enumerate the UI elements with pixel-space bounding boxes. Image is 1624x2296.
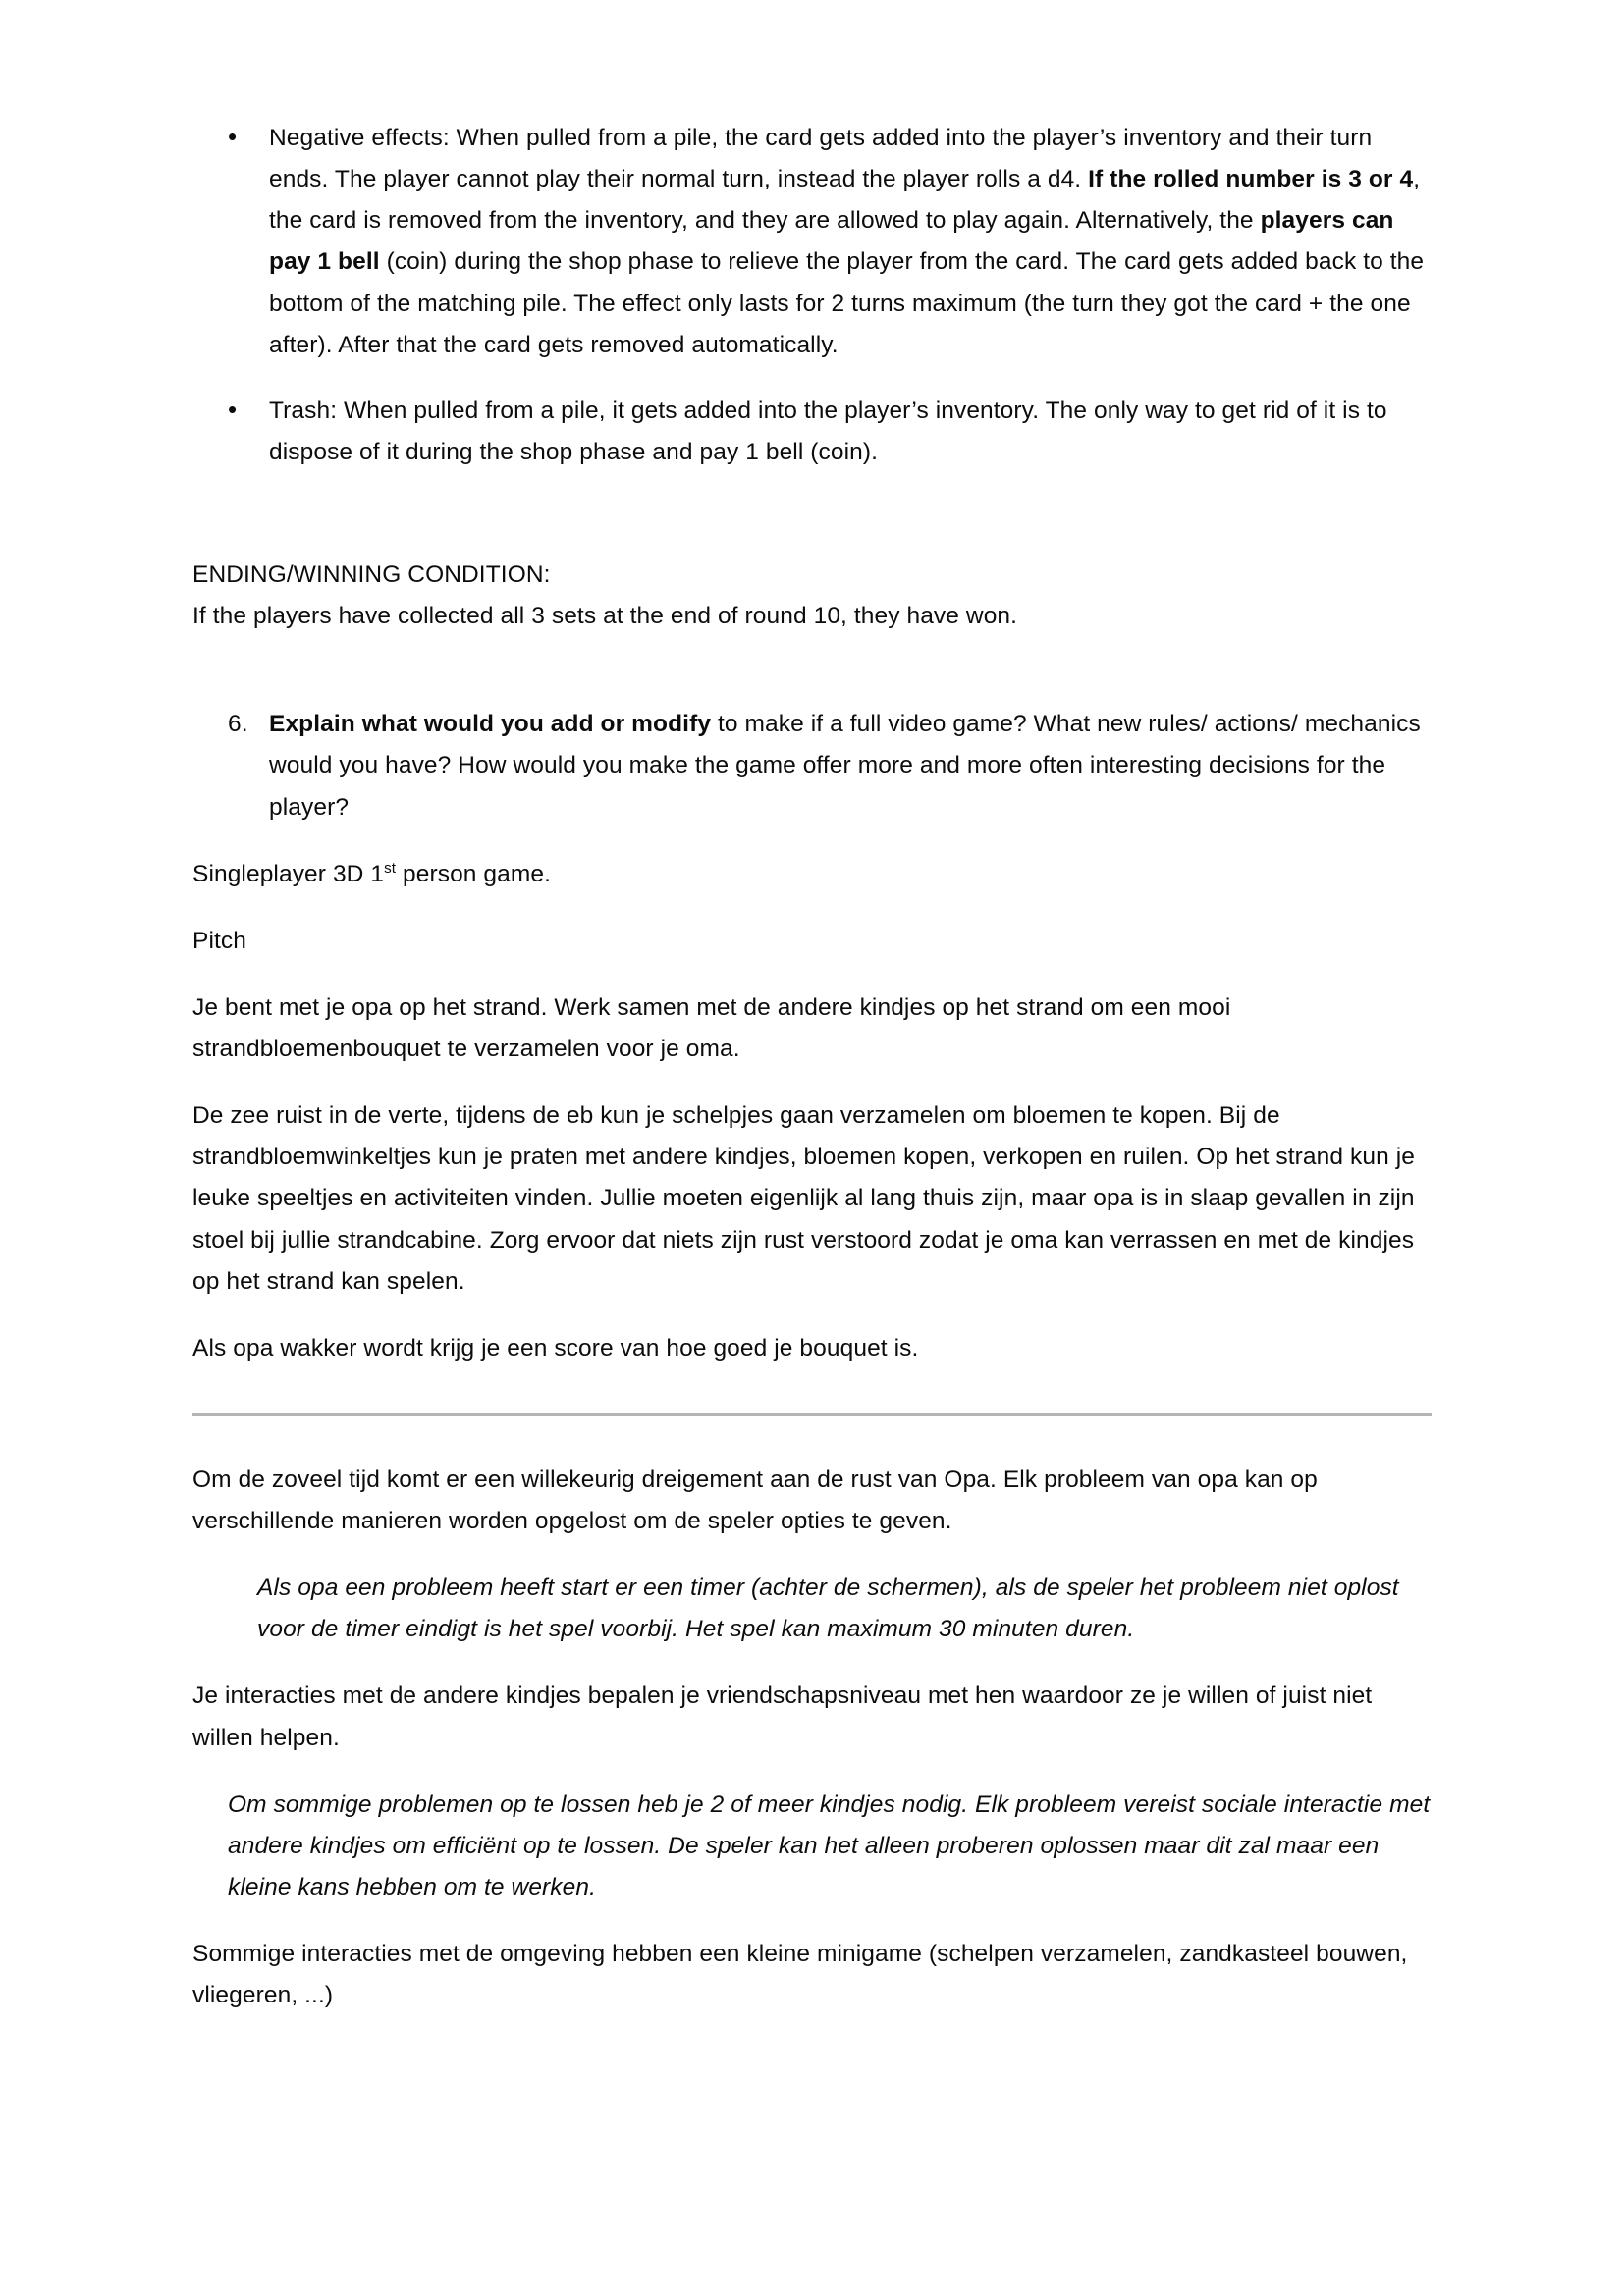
pitch-paragraph-2: De zee ruist in de verte, tijdens de eb kun je schelpjes gaan verzamelen om bloemen te kopen. Bij de strandbloemwinkeltjes kun je praten met andere kindjes, bloemen kopen, verkopen en ruilen. Op het strand kun je leuke speeltjes en activiteiten vinden. Jullie moeten eigenlijk al lang thuis zijn, maar opa is in slaap gevallen in zijn stoel bij jullie strandcabine. Zorg ervoor dat niets zijn rust verstoord zodat je oma kan verrassen en met de kindjes op het strand kan spelen. bbox=[192, 1102, 1415, 1295]
cooperation-note: Om sommige problemen op te lossen heb je 2 of meer kindjes nodig. Elk probleem vereist sociale interactie met andere kindjes om efficiënt op te lossen. De speler kan het alleen proberen oplossen maar dit zal maar een kleine kans hebben om te werken. bbox=[228, 1790, 1431, 1900]
pitch-paragraph-3: Als opa wakker wordt krijg je een score van hoe goed je bouquet is. bbox=[192, 1334, 919, 1362]
body-text: (coin) during the shop phase to relieve the player from the card. The card gets added back to the bottom of the matching pile. The effect only lasts for 2 turns maximum (the turn they got the card + the one after). After that the card gets removed automatically. bbox=[269, 248, 1425, 358]
question-emphasis: Explain what would you add or modify bbox=[269, 711, 712, 738]
friendship-paragraph: Je interacties met de andere kindjes bepalen je vriendschapsniveau met hen waardoor ze je willen of juist niet willen helpen. bbox=[192, 1682, 1373, 1751]
bullet-text-trash bbox=[269, 398, 1387, 465]
ending-condition-heading: ENDING/WINNING CONDITION: bbox=[192, 561, 551, 588]
body-text: Negative effects: When pulled from a pile, the card gets added into the player’s inventory and their turn ends. The player cannot play their normal turn, instead the player rolls a d4. bbox=[269, 125, 1373, 193]
section-divider bbox=[192, 1413, 1432, 1416]
question-number: 6. bbox=[228, 711, 248, 738]
body-text: , the card is removed from the inventory, and they are allowed to play again. Alternatively, the bbox=[269, 166, 1421, 235]
bullet-text-negative-effects bbox=[269, 125, 1424, 358]
timer-note: Als opa een probleem heeft start er een timer (achter de schermen), als de speler het probleem niet oplost voor de timer eindigt is het spel voorbij. Het spel kan maximum 30 minuten duren. bbox=[257, 1575, 1399, 1643]
pitch-heading: Pitch bbox=[192, 927, 246, 954]
question-rest: to make if a full video game? What new rules/ actions/ mechanics would you have? How would you make the game offer more and more often interesting decisions for the player? bbox=[269, 711, 1421, 821]
genre-line bbox=[192, 854, 1432, 895]
spacer bbox=[192, 498, 1432, 555]
minigame-paragraph: Sommige interacties met de omgeving hebben een kleine minigame (schelpen verzamelen, zandkasteel bouwen, vliegeren, ...) bbox=[192, 1941, 1408, 2009]
emphasis-text: If the rolled number is 3 or 4 bbox=[1088, 166, 1414, 193]
ordinal-suffix: st bbox=[384, 859, 397, 877]
genre-line-before: Singleplayer 3D 1 bbox=[192, 860, 385, 887]
body-text: Trash: When pulled from a pile, it gets added into the player’s inventory. The only way to get rid of it is to dispose of it during the shop phase and pay 1 bell (coin). bbox=[269, 397, 1387, 465]
genre-line-after: person game. bbox=[396, 860, 552, 887]
pitch-paragraph-1: Je bent met je opa op het strand. Werk samen met de andere kindjes op het strand om een mooi strandbloemenbouquet te verzamelen voor je oma. bbox=[192, 993, 1231, 1062]
threat-paragraph: Om de zoveel tijd komt er een willekeurig dreigement aan de rust van Opa. Elk probleem van opa kan op verschillende manieren worden opgelost om de speler opties te geven. bbox=[192, 1466, 1318, 1534]
list-item-negative-effects bbox=[192, 118, 1432, 366]
spacer bbox=[192, 663, 1432, 704]
card-effects-list bbox=[192, 118, 1432, 473]
question-list bbox=[192, 704, 1432, 828]
emphasis-text: players can pay 1 bell bbox=[269, 207, 1394, 276]
ending-condition-text: If the players have collected all 3 sets at the end of round 10, they have won. bbox=[192, 603, 1018, 630]
document-body bbox=[192, 118, 1432, 2016]
question-item-6 bbox=[192, 704, 1432, 828]
list-item-trash bbox=[192, 391, 1432, 473]
question-text bbox=[269, 711, 1421, 820]
spacer bbox=[192, 828, 1432, 854]
